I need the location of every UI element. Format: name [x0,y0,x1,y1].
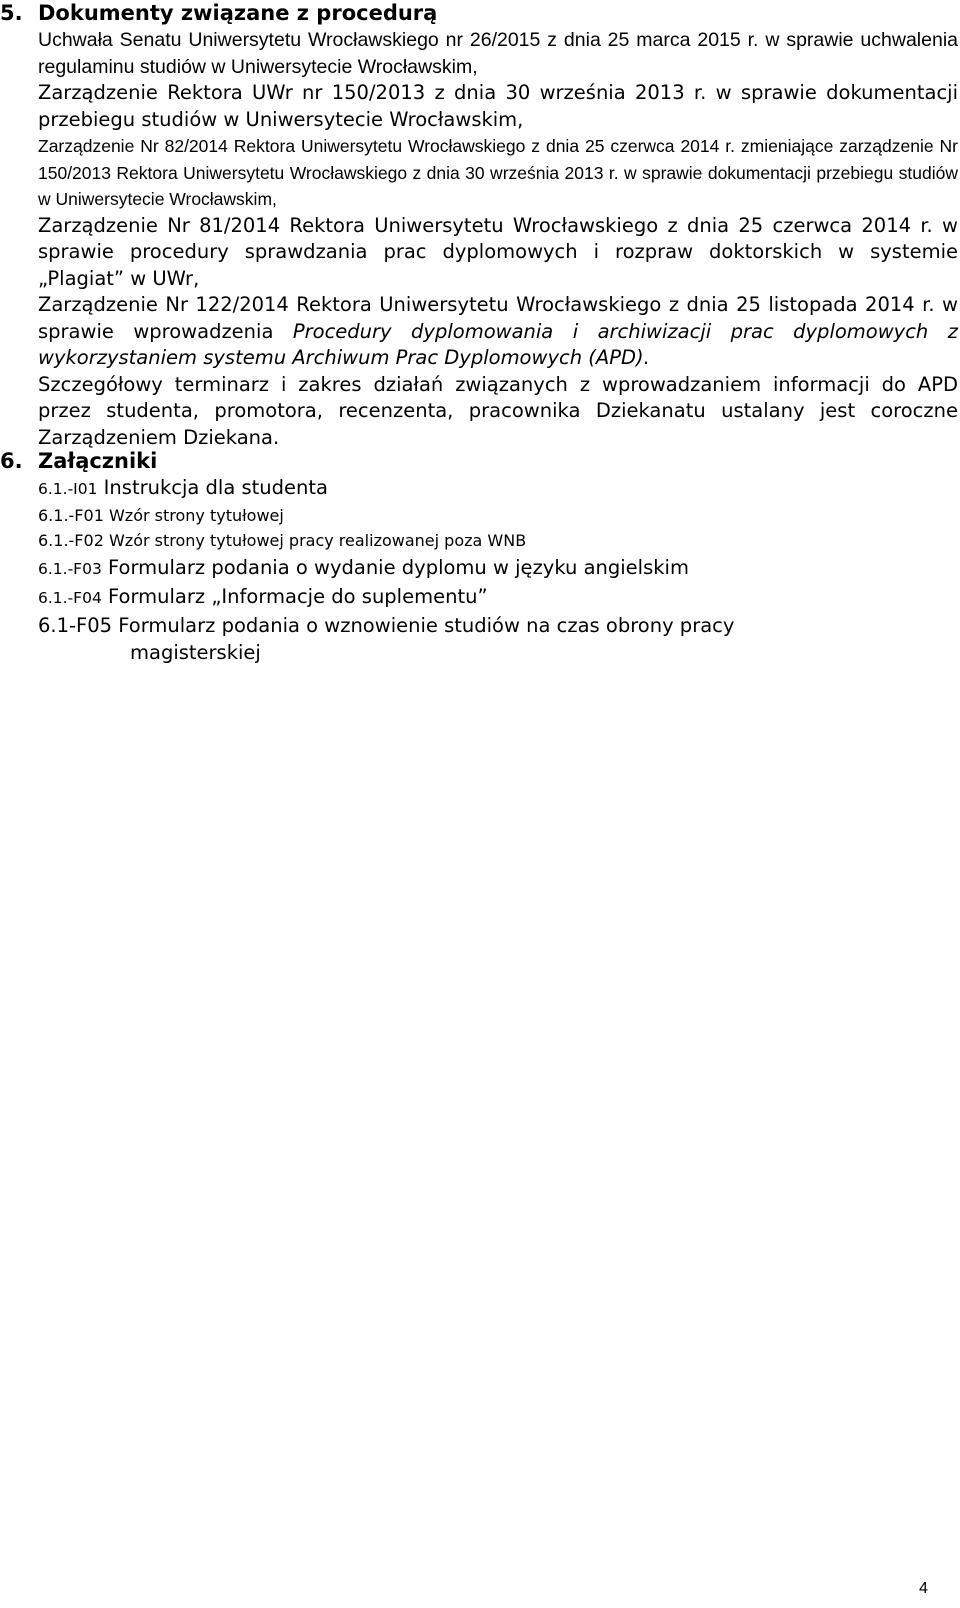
document-order-150-2013: Zarządzenie Rektora UWr nr 150/2013 z dnia 30 września 2013 r. w sprawie dokumentacji przebiegu studiów w Uniwersytecie Wrocławskim, [38,81,958,131]
schedule-note: Szczegółowy terminarz i zakres działań związanych z wprowadzaniem informacji do APD przez studenta, promotora, recenzenta, pracownika Dziekanatu ustalany jest coroczne Zarządzeniem Dziekana. [38,372,958,449]
section-6-title: Załączniki [38,449,158,473]
section-5-heading [0,0,437,26]
attachment-item [38,612,918,666]
section-6-number: 6. [0,449,23,473]
related-documents [38,27,958,451]
attachment-label: Formularz „Informacje do suplementu” [108,585,488,608]
attachment-item [38,474,918,503]
attachment-label: Wzór strony tytułowej pracy realizowanej poza WNB [108,531,527,550]
attachments-list [38,474,918,666]
document-order-122-2014 [38,292,958,372]
attachment-code: 6.1-F05 [38,614,113,637]
attachment-label-continuation: magisterskiej [130,641,261,664]
attachment-label: Formularz podania o wydanie dyplomu w języku angielskim [108,556,689,579]
document-order-122-2014-procedure-title: Procedury dyplomowania i archiwizacji prac dyplomowych z wykorzystaniem systemu Archiwum Prac Dyplomowych (APD). [38,319,958,369]
attachment-code: 6.1.-F02 [38,531,104,550]
attachment-label: Formularz podania o wznowienie studiów na czas obrony pracy [118,614,735,637]
section-5-number: 5. [0,1,23,25]
section-6-heading [0,448,157,474]
attachment-code: 6.1.-F04 [38,589,102,607]
attachment-item [38,583,918,612]
attachment-item [38,554,918,583]
document-resolution: Uchwała Senatu Uniwersytetu Wrocławskiego nr 26/2015 z dnia 25 marca 2015 r. w sprawie uchwalenia regulaminu studiów w Uniwersytecie Wrocławskim, [38,29,958,78]
page-number: 4 [919,1580,928,1597]
document-order-122-2014-lead: Zarządzenie Nr 122/2014 Rektora Uniwersytetu Wrocławskiego z dnia 25 listopada 2014 r. w sprawie wprowadzenia [38,293,958,343]
attachment-item [38,503,918,528]
attachment-label: Instrukcja dla studenta [103,476,328,499]
document-order-82-2014: Zarządzenie Nr 82/2014 Rektora Uniwersytetu Wrocławskiego z dnia 25 czerwca 2014 r. zmieniające zarządzenie Nr 150/2013 Rektora Uniwersytetu Wrocławskiego z dnia 30 września 2013 r. w sprawie dokumentacji przebiegu studiów w Uniwersytecie Wrocławskim, [38,136,958,209]
attachment-code: 6.1.-F01 [38,506,104,525]
document-order-81-2014: Zarządzenie Nr 81/2014 Rektora Uniwersytetu Wrocławskiego z dnia 25 czerwca 2014 r. w sprawie procedury sprawdzania prac dyplomowych i rozpraw doktorskich w systemie „Plagiat” w UWr, [38,213,958,290]
attachment-code: 6.1.-F03 [38,560,102,578]
attachment-item [38,528,918,554]
attachment-label: Wzór strony tytułowej [108,506,284,525]
attachment-code: 6.1.-I01 [38,480,98,498]
section-5-title: Dokumenty związane z procedurą [38,1,438,25]
